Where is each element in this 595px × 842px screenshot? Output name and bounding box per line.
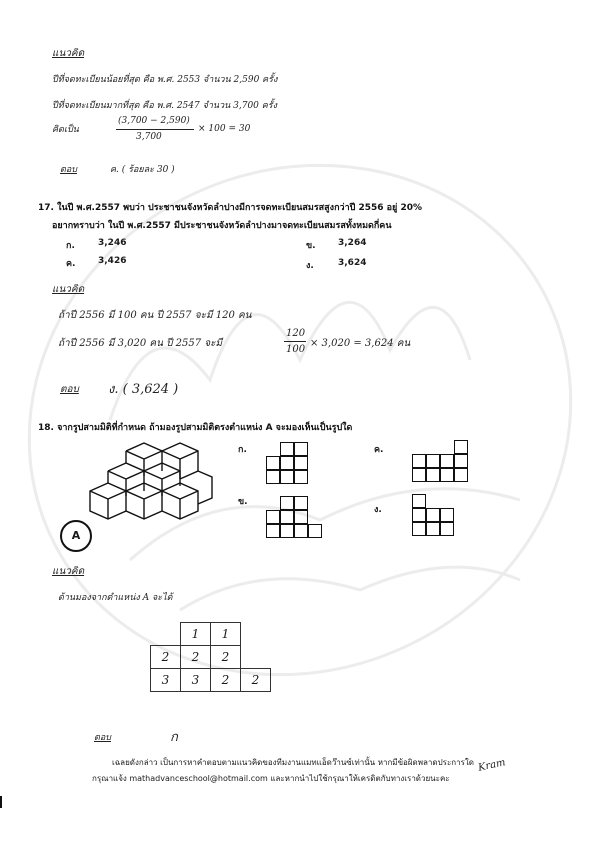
table-row: [151, 646, 271, 669]
fraction-denominator: 100: [286, 344, 306, 355]
footer-contact: กรุณาแจ้ง mathadvanceschool@hotmail.com และหากนำไปใช้กรุณาให้เครดิตกับทางเราด้วยนะคะ: [92, 774, 450, 783]
choice-value: 3,426: [98, 256, 127, 266]
cube-stack-figure: [80, 436, 220, 536]
section-heading: แนวคิด: [52, 284, 85, 295]
table-cell: 2: [211, 669, 241, 692]
answer-text: ง. ( 3,624 ): [108, 382, 179, 397]
option-label: ก.: [238, 445, 247, 455]
fraction-numerator: 120: [286, 328, 306, 339]
scan-mark: [0, 796, 2, 808]
table-cell: [151, 623, 181, 646]
calc-result: × 100 = 30: [198, 124, 251, 134]
choice-letter: ข.: [306, 241, 316, 251]
question-18: 18. จากรูปสามมิติที่กำหนด ถ้ามองรูปสามมิติตรงตำแหน่ง A จะมองเห็นเป็นรูปใด: [38, 423, 353, 433]
work-line: ปีที่จดทะเบียนน้อยที่สุด คือ พ.ศ. 2553 จำนวน 2,590 ครั้ง: [52, 75, 278, 85]
table-cell: 1: [211, 623, 241, 646]
option-label: ค.: [374, 445, 384, 455]
table-cell: 2: [151, 646, 181, 669]
option-label: ข.: [238, 497, 248, 507]
work-line: ถ้าปี 2556 มี 3,020 คน ปี 2557 จะมี: [58, 338, 223, 349]
choice-value: 3,264: [338, 238, 367, 248]
section-heading: แนวคิด: [52, 48, 85, 59]
footer-note: เฉลยดังกล่าว เป็นการหาคำตอบตามแนวคิดของทีมงานแมทแอ็ดว๊านซ์เท่านั้น หากมีข้อผิดพลาดประการใด: [112, 758, 474, 767]
answer-text: ค. ( ร้อยละ 30 ): [110, 165, 175, 175]
table-cell: 3: [151, 669, 181, 692]
fraction-denominator: 3,700: [136, 132, 162, 142]
option-b-grid: [266, 496, 322, 538]
table-row: [151, 669, 271, 692]
work-line: ปีที่จดทะเบียนมากที่สุด คือ พ.ศ. 2547 จำนวน 3,700 ครั้ง: [52, 101, 278, 111]
choice-letter: ค.: [66, 259, 76, 269]
fraction-bar: [116, 129, 194, 130]
work-line: ด้านมองจากตำแหน่ง A จะได้: [58, 593, 173, 603]
question-17-line1: 17. ในปี พ.ศ.2557 พบว่า ประชาชนจังหวัดลำปางมีการจดทะเบียนสมรสสูงกว่าปี 2556 อยู่ 20%: [38, 203, 423, 213]
table-cell: [241, 646, 271, 669]
table-cell: 2: [241, 669, 271, 692]
calc-result: × 3,020 = 3,624 คน: [310, 338, 411, 349]
table-row: [151, 623, 271, 646]
choice-value: 3,624: [338, 258, 367, 268]
option-a-grid: [266, 442, 308, 484]
view-count-table: [150, 622, 271, 692]
option-c-grid: [412, 440, 468, 482]
choice-letter: ง.: [306, 261, 314, 271]
table-cell: 1: [181, 623, 211, 646]
question-17-line2: อยากทราบว่า ในปี พ.ศ.2557 มีประชาชนจังหวัดลำปางมาจดทะเบียนสมรสทั้งหมดกี่คน: [52, 221, 392, 231]
choice-value: 3,246: [98, 238, 127, 248]
answer-label: ตอบ: [94, 733, 111, 743]
option-label: ง.: [374, 505, 382, 515]
fraction-numerator: (3,700 − 2,590): [118, 116, 190, 126]
choice-letter: ก.: [66, 241, 75, 251]
work-line: ถ้าปี 2556 มี 100 คน ปี 2557 จะมี 120 คน: [58, 310, 252, 321]
table-cell: [241, 623, 271, 646]
fraction-bar: [284, 341, 306, 342]
table-cell: 3: [181, 669, 211, 692]
answer-label: ตอบ: [60, 165, 77, 175]
signature: Kram: [477, 757, 507, 774]
table-cell: 2: [211, 646, 241, 669]
answer-text: ก: [170, 730, 178, 745]
answer-label: ตอบ: [60, 384, 79, 395]
position-marker-a: A: [60, 520, 92, 552]
section-heading: แนวคิด: [52, 566, 85, 577]
option-d-grid: [412, 494, 454, 536]
table-cell: 2: [181, 646, 211, 669]
calc-label: คิดเป็น: [52, 125, 79, 135]
